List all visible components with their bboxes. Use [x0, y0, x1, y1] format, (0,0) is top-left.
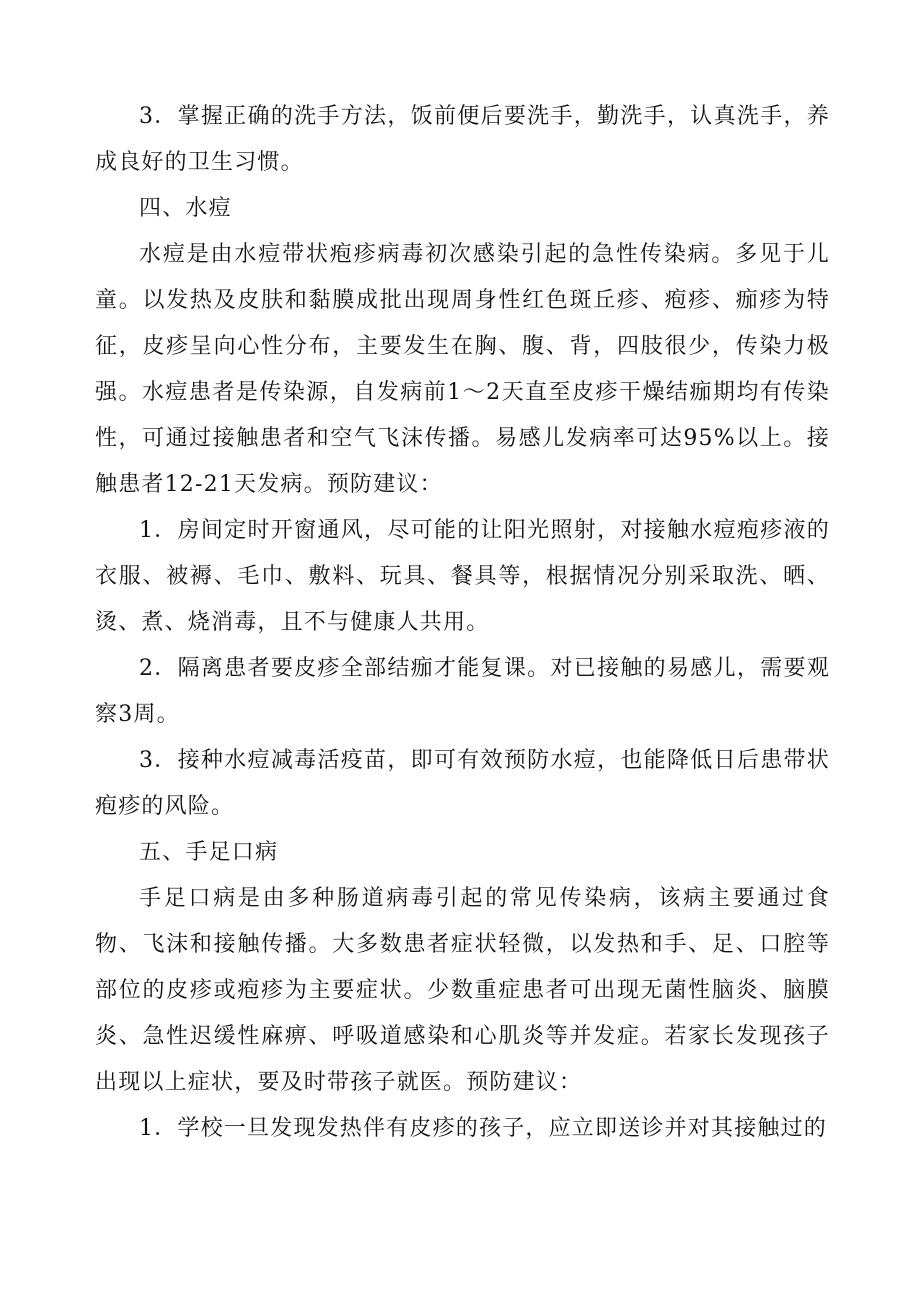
paragraph-hand-foot-mouth-description: 手足口病是由多种肠道病毒引起的常见传染病，该病主要通过食物、飞沫和接触传播。大多数患者症状轻微，以发热和手、足、口腔等部位的皮疹或疱疹为主要症状。少数重症患者可出现无菌性脑炎、脑膜炎、急性迟缓性麻痹、呼吸道感染和心肌炎等并发症。若家长发现孩子出现以上症状，要及时带孩子就医。预防建议：: [95, 886, 830, 1095]
paragraph-chickenpox-advice-3: 3．接种水痘减毒活疫苗，即可有效预防水痘，也能降低日后患带状疱疹的风险。: [95, 748, 830, 819]
document-body: [95, 94, 830, 1152]
paragraph-chickenpox-advice-1: 1．房间定时开窗通风，尽可能的让阳光照射，对接触水痘疱疹液的衣服、被褥、毛巾、敷料、玩具、餐具等，根据情况分别采取洗、晒、烫、煮、烧消毒，且不与健康人共用。: [95, 518, 830, 635]
paragraph-handwashing-habit: 3．掌握正确的洗手方法，饭前便后要洗手，勤洗手，认真洗手，养成良好的卫生习惯。: [95, 104, 830, 175]
paragraph-chickenpox-advice-2: 2．隔离患者要皮疹全部结痂才能复课。对已接触的易感儿，需要观察3周。: [95, 656, 830, 727]
section-heading-chickenpox: 四、水痘: [139, 196, 232, 221]
section-heading-hand-foot-mouth: 五、手足口病: [139, 840, 279, 865]
paragraph-chickenpox-description: 水痘是由水痘带状疱疹病毒初次感染引起的急性传染病。多见于儿童。以发热及皮肤和黏膜成批出现周身性红色斑丘疹、疱疹、痂疹为特征，皮疹呈向心性分布，主要发生在胸、腹、背，四肢很少，传染力极强。水痘患者是传染源，自发病前1～2天直至皮疹干燥结痂期均有传染性，可通过接触患者和空气飞沫传播。易感儿发病率可达95%以上。接触患者12-21天发病。预防建议：: [95, 242, 830, 497]
paragraph-hand-foot-mouth-advice-1: 1．学校一旦发现发热伴有皮疹的孩子，应立即送诊并对其接触过的: [139, 1116, 827, 1141]
